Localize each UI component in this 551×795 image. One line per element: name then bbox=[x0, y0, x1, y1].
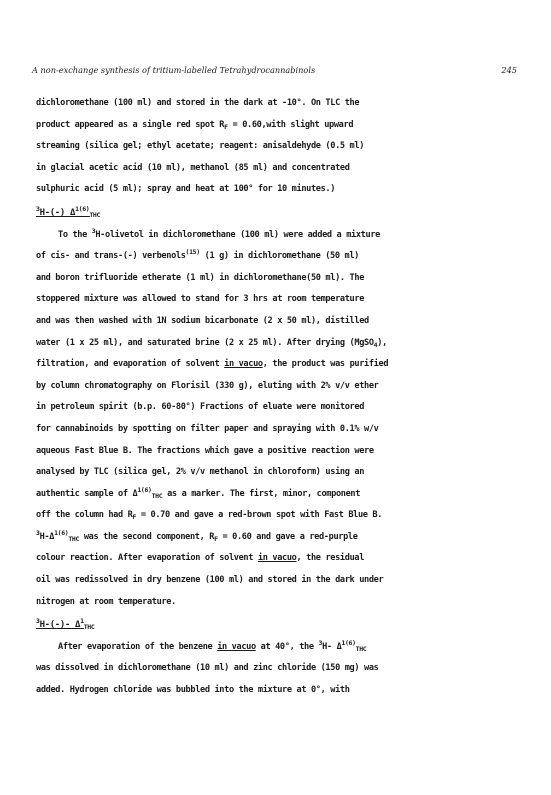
text-line: filtration, and evaporation of solvent in vacuo, the product was purified bbox=[36, 359, 389, 370]
text-line: dichloromethane (100 ml) and stored in the dark at -10°. On TLC the bbox=[36, 98, 360, 108]
text-line: streaming (silica gel; ethyl acetate; reagent: anisaldehyde (0.5 ml) bbox=[36, 141, 365, 152]
running-title: A non-exchange synthesis of tritium-labelled Tetrahydrocannabinols bbox=[32, 65, 316, 75]
text-line: and was then washed with 1N sodium bicarbonate (2 x 50 ml), distilled bbox=[36, 315, 369, 326]
text-line: added. Hydrogen chloride was bubbled into the mixture at 0°, with bbox=[36, 685, 350, 696]
text-line: nitrogen at room temperature. bbox=[36, 596, 176, 607]
running-header bbox=[32, 65, 517, 75]
text-line: oil was redissolved in dry benzene (100 ml) and stored in the dark under bbox=[36, 575, 384, 586]
text-line: of cis- and trans-(-) verbenols$^{(15)}$ (1 g) in dichloromethane (50 ml) bbox=[36, 248, 360, 262]
body-text bbox=[36, 93, 516, 702]
text-line: for cannabinoids by spotting on filter paper and spraying with 0.1% w/v bbox=[36, 423, 379, 434]
text-line: aqueous Fast Blue B. The fractions which gave a positive reaction were bbox=[36, 445, 374, 456]
text-line: $^3H-\Delta^{1(6)}_{THC}$ was the second component, $R_F = 0.60$ and gave a red-purple bbox=[36, 528, 358, 543]
text-line: water (1 x 25 ml), and saturated brine (2 x 25 ml). After drying (MgSO$_4$), bbox=[36, 337, 387, 349]
text-line: stoppered mixture was allowed to stand for 3 hrs at room temperature bbox=[36, 294, 365, 305]
text-line: sulphuric acid (5 ml); spray and heat at 100° for 10 minutes.) bbox=[36, 184, 336, 195]
text-line: was dissolved in dichloromethane (10 ml) and zinc chloride (150 mg) was bbox=[36, 663, 379, 674]
text-line: colour reaction. After evaporation of solvent in vacuo, the residual bbox=[36, 553, 365, 564]
text-line: To the $^3$H-olivetol in dichloromethane (100 ml) were added a mixture bbox=[58, 226, 380, 240]
text-line: analysed by TLC (silica gel, 2% v/v methanol in chloroform) using an bbox=[36, 467, 365, 478]
text-line: by column chromatography on Florisil (330 g), eluting with 2% v/v ether bbox=[36, 380, 379, 391]
page-number: 245 bbox=[501, 65, 517, 75]
text-line: in petroleum spirit (b.p. 60-80°) Fractions of eluate were monitored bbox=[36, 402, 365, 413]
text-line: product appeared as a single red spot $R_F$ = 0.60,with slight upward bbox=[36, 119, 354, 131]
text-line: After evaporation of the benzene in vacuo at 40°, the $^3$H- $\Delta^{1(6)}_{THC}$ bbox=[58, 638, 367, 653]
text-line: off the column had $R_F = 0.70$ and gave a red-brown spot with Fast Blue B. bbox=[36, 510, 383, 522]
text-line: authentic sample of $\Delta^{1(6)}_{THC}$ as a marker. The first, minor, component bbox=[36, 485, 361, 500]
section-heading: $^3$H-(-)- $\Delta^1_{THC}$ bbox=[36, 617, 95, 632]
text-line: and boron trifluoride etherate (1 ml) in dichloromethane(50 ml). The bbox=[36, 272, 365, 283]
text-line: in glacial acetic acid (10 ml), methanol (85 ml) and concentrated bbox=[36, 162, 350, 173]
section-heading: $^3$H-(-) $\Delta^{1(6)}_{THC}$ bbox=[36, 204, 101, 219]
